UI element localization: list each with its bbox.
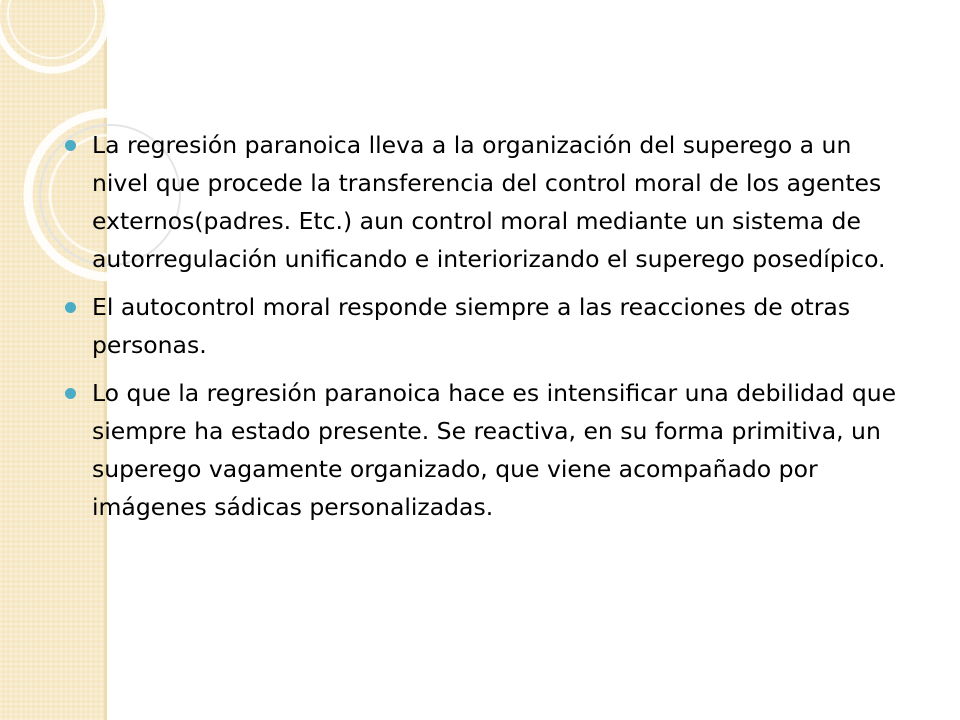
bullet-item (65, 126, 905, 278)
bullet-text: Lo que la regresión paranoica hace es intensificar una debilidad que siempre ha estado presente. Se reactiva, en su forma primitiva, un superego vagamente organizado, que viene acompañado por imágenes sádicas personalizadas. (92, 379, 897, 521)
bullet-item (65, 288, 905, 364)
bullet-dot-icon (65, 302, 76, 313)
bullet-text: El autocontrol moral responde siempre a las reacciones de otras personas. (92, 293, 851, 359)
bullet-dot-icon (65, 388, 76, 399)
bullet-text: La regresión paranoica lleva a la organización del superego a un nivel que procede la transferencia del control moral de los agentes externos(padres. Etc.) aun control moral mediante un sistema de autorregulación unificando e interiorizando el superego posedípico. (92, 131, 886, 273)
bullet-list (65, 126, 905, 526)
bullet-dot-icon (65, 140, 76, 151)
bullet-item (65, 374, 905, 526)
